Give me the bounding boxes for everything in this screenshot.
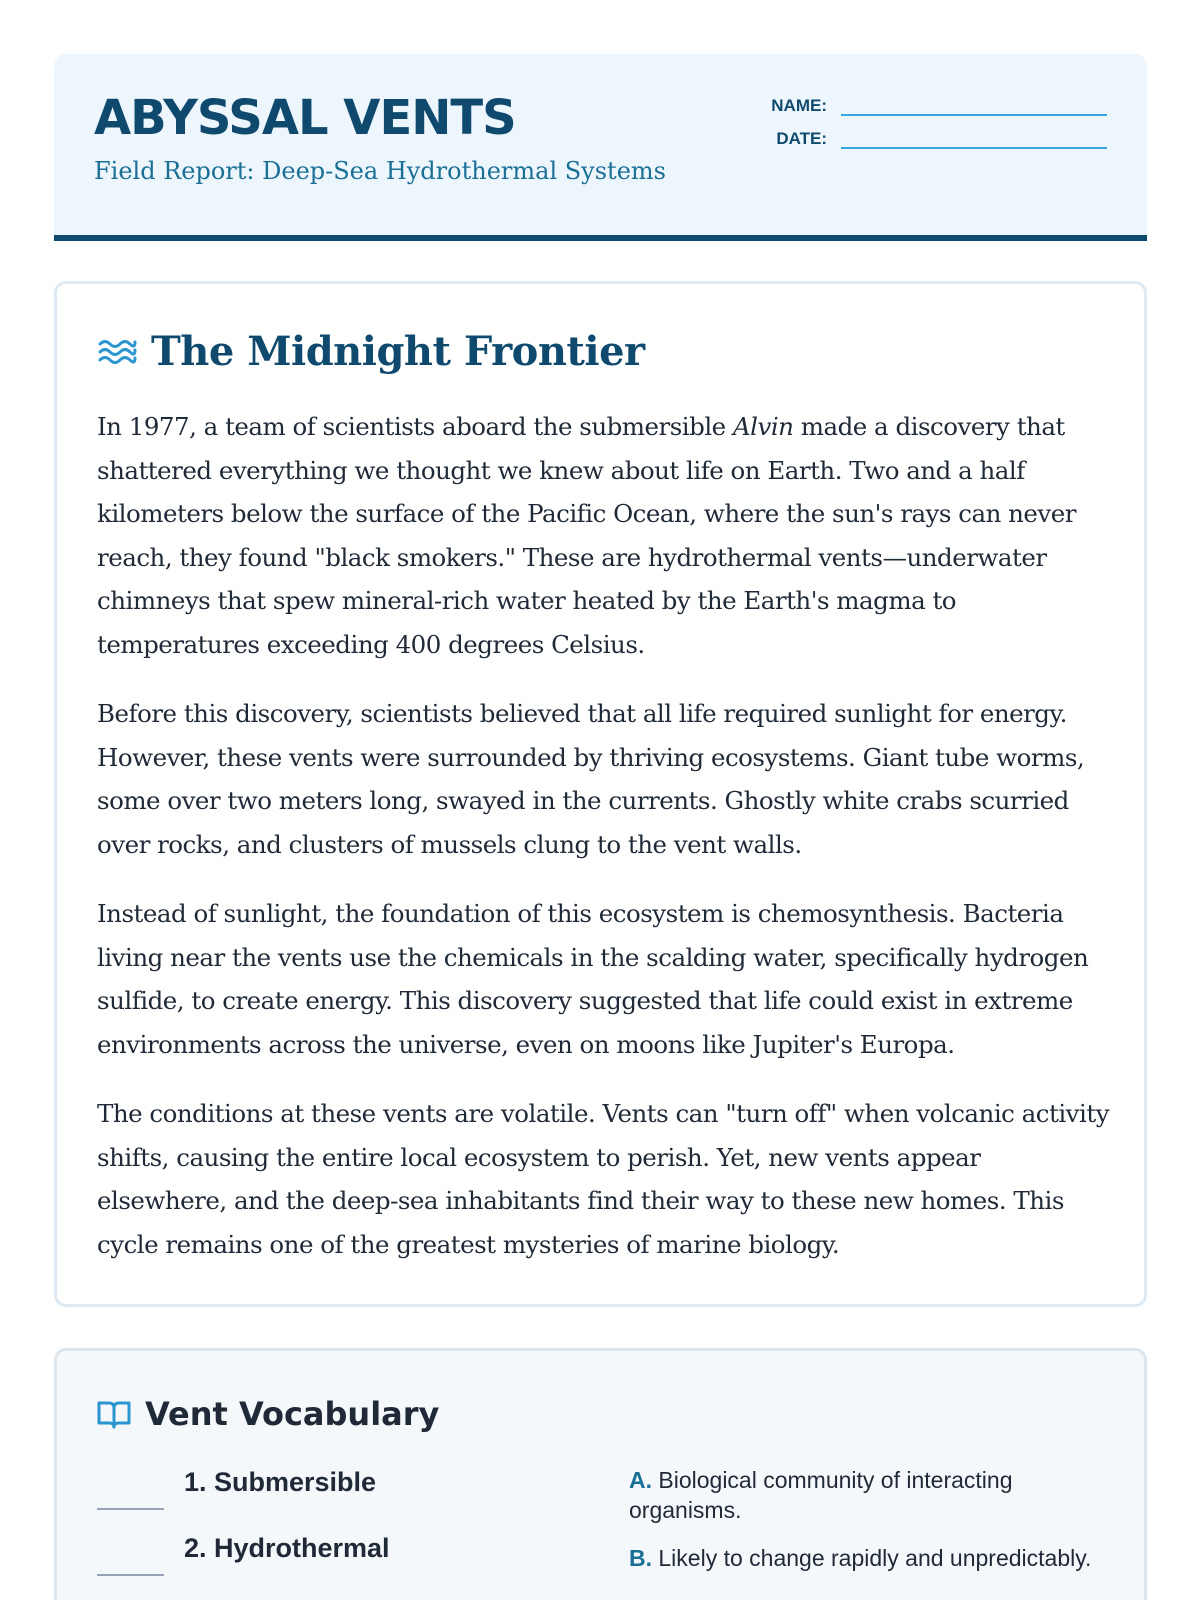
name-field[interactable]	[841, 96, 1107, 116]
submersible-name: Alvin	[732, 412, 794, 441]
paragraph-1	[97, 405, 1112, 666]
date-label: DATE:	[776, 129, 827, 148]
name-field-row	[757, 96, 1107, 116]
worksheet-header	[54, 54, 1147, 241]
vocabulary-card	[54, 1348, 1147, 1600]
vocab-term: 2. Hydrothermal	[184, 1533, 390, 1563]
definition-letter: B.	[629, 1545, 652, 1571]
book-icon	[97, 1399, 131, 1429]
vocab-definition	[629, 1543, 1099, 1573]
answer-blank[interactable]	[97, 1508, 164, 1510]
paragraph-1-start: In 1977, a team of scientists aboard the submersible	[97, 412, 733, 441]
reading-title: The Midnight Frontier	[151, 328, 645, 375]
waves-icon	[97, 336, 137, 368]
worksheet-title: ABYSSAL VENTS	[94, 90, 516, 146]
reading-body	[97, 405, 1112, 1292]
vocab-term-row	[97, 1533, 390, 1564]
definition-letter: A.	[629, 1467, 652, 1493]
definition-text: Biological community of interacting organisms.	[629, 1467, 1013, 1523]
vocabulary-title: Vent Vocabulary	[145, 1395, 440, 1433]
vocabulary-header	[97, 1395, 439, 1433]
vocab-definition	[629, 1465, 1099, 1525]
reading-card	[54, 281, 1147, 1307]
paragraph-3: Instead of sunlight, the foundation of this ecosystem is chemosynthesis. Bacteria living near the vents use the chemicals in the scalding water, specifically hydrogen sulfide, to create energy. This discovery suggested that life could exist in extreme environments across the universe, even on moons like Jupiter's Europa.	[97, 899, 1089, 1059]
answer-blank[interactable]	[97, 1574, 164, 1576]
reading-header	[97, 328, 645, 375]
date-field[interactable]	[841, 129, 1107, 149]
paragraph-1-end: made a discovery that shattered everything we thought we knew about life on Earth. Two and a half kilometers below the surface of the Pacific Ocean, where the sun's rays can never reach, they found "black smokers." These are hydrothermal vents—underwater chimneys that spew mineral-rich water heated by the Earth's magma to temperatures exceeding 400 degrees Celsius.	[97, 412, 1076, 659]
worksheet-subtitle: Field Report: Deep-Sea Hydrothermal Systems	[94, 157, 666, 185]
vocab-term: 1. Submersible	[184, 1467, 377, 1497]
definition-text: Likely to change rapidly and unpredictably.	[658, 1545, 1092, 1571]
date-field-row	[757, 129, 1107, 149]
name-label: NAME:	[771, 96, 827, 115]
paragraph-2: Before this discovery, scientists believed that all life required sunlight for energy. However, these vents were surrounded by thriving ecosystems. Giant tube worms, some over two meters long, swayed in the currents. Ghostly white crabs scurried over rocks, and clusters of mussels clung to the vent walls.	[97, 699, 1085, 859]
paragraph-4: The conditions at these vents are volatile. Vents can "turn off" when volcanic activity shifts, causing the entire local ecosystem to perish. Yet, new vents appear elsewhere, and the deep-sea inhabitants find their way to these new homes. This cycle remains one of the greatest mysteries of marine biology.	[97, 1099, 1110, 1259]
vocab-term-row	[97, 1467, 376, 1498]
